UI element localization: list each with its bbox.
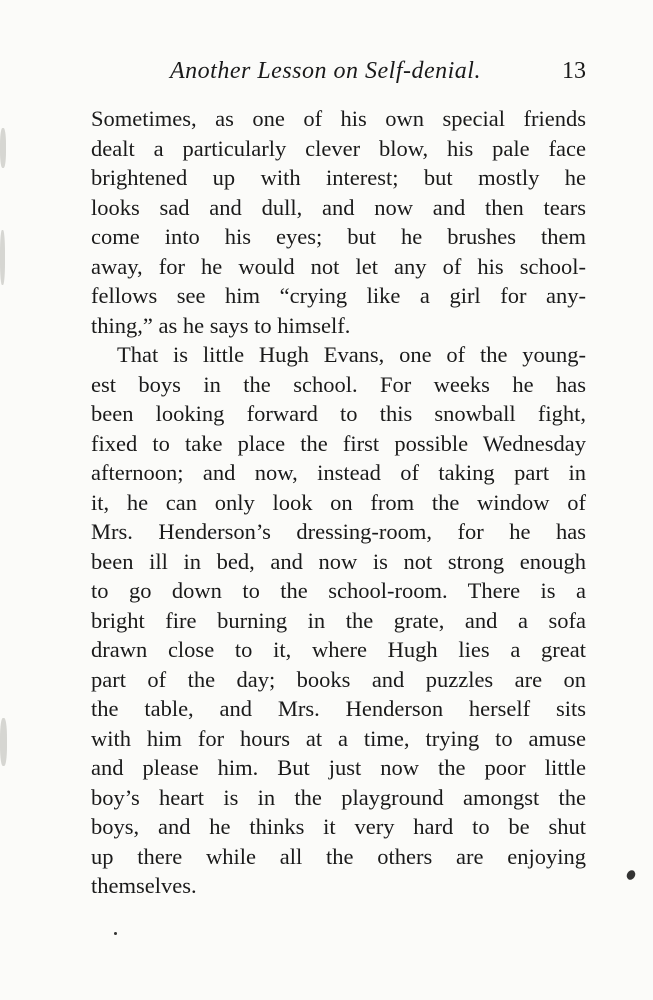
text-line: been looking forward to this snowball fight, (91, 401, 586, 426)
text-line: part of the day; books and puzzles are on (91, 666, 586, 692)
text-line: to go down to the school-room. There is a (91, 578, 586, 603)
text-line: bright fire burning in the grate, and a sofa (91, 607, 586, 633)
text-line: been ill in bed, and now is not strong enough (91, 548, 586, 574)
ink-speck (114, 932, 117, 935)
left-edge-mark (0, 128, 6, 168)
text-line: with him for hours at a time, trying to amuse (91, 725, 586, 751)
text-line: fellows see him “crying like a girl for any- (91, 283, 586, 308)
text-line: afternoon; and now, instead of taking part in (91, 460, 586, 485)
text-line: and please him. But just now the poor little (91, 755, 586, 780)
text-line: That is little Hugh Evans, one of the young- (117, 342, 586, 367)
text-line: dealt a particularly clever blow, his pale face (91, 135, 586, 161)
text-line: themselves. (91, 873, 197, 898)
running-title: Another Lesson on Self-denial. (170, 58, 481, 84)
page-number: 13 (562, 58, 586, 84)
text-line: Mrs. Henderson’s dressing-room, for he has (91, 519, 586, 544)
paragraph (91, 340, 586, 901)
text-line: the table, and Mrs. Henderson herself sits (91, 696, 586, 721)
text-line: est boys in the school. For weeks he has (91, 371, 586, 397)
left-edge-mark (0, 718, 7, 766)
left-edge-mark (0, 230, 5, 285)
text-line: up there while all the others are enjoying (91, 843, 586, 869)
text-line: fixed to take place the first possible Wednesday (91, 430, 586, 456)
text-line: come into his eyes; but he brushes them (91, 224, 586, 249)
text-line: brightened up with interest; but mostly he (91, 165, 586, 190)
text-line: Sometimes, as one of his own special friends (91, 106, 586, 131)
text-line: looks sad and dull, and now and then tears (91, 194, 586, 220)
text-line: away, for he would not let any of his school- (91, 253, 586, 279)
text-line: thing,” as he says to himself. (91, 312, 351, 338)
text-line: boys, and he thinks it very hard to be shut (91, 814, 586, 839)
text-line: drawn close to it, where Hugh lies a great (91, 637, 586, 662)
body-text (91, 104, 586, 901)
text-line: boy’s heart is in the playground amongst the (91, 784, 586, 810)
ink-speck (625, 869, 637, 882)
text-line: it, he can only look on from the window of (91, 489, 586, 515)
paragraph (91, 104, 586, 340)
running-head (92, 58, 586, 92)
